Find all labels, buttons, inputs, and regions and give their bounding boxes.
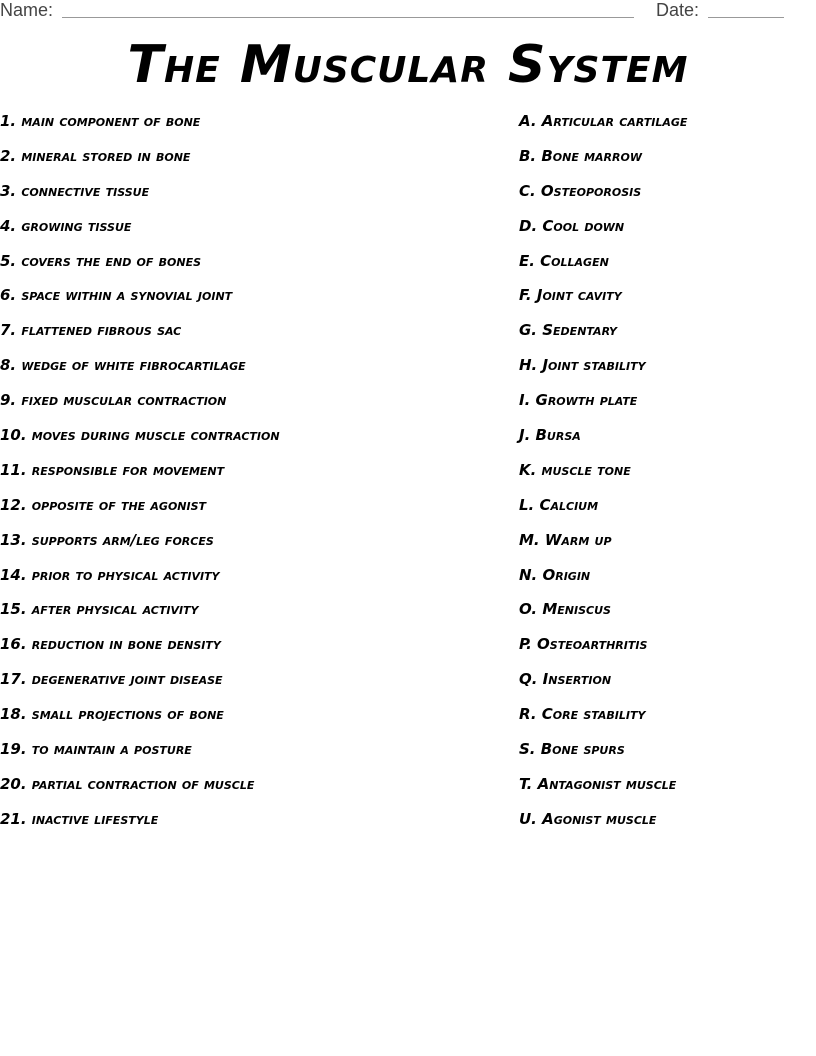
answer-item: E. Collagen [519,251,609,270]
clue-item: 4. growing tissue [0,216,132,235]
answer-item: I. Growth plate [519,391,638,410]
name-label: Name: [0,0,54,20]
clue-item: 9. fixed muscular contraction [0,391,227,410]
answer-item: N. Origin [519,565,591,584]
clue-item: 11. responsible for movement [0,460,225,479]
answer-item: T. Antagonist muscle [519,774,677,793]
clue-item: 5. covers the end of bones [0,251,202,270]
page-title: The Muscular System [127,35,689,95]
answer-item: S. Bone spurs [519,740,625,759]
clue-item: 3. connective tissue [0,181,150,200]
clue-item: 13. supports arm/leg forces [0,530,214,549]
answer-list [519,111,816,844]
clue-item: 14. prior to physical activity [0,565,220,584]
answer-item: F. Joint cavity [519,286,622,305]
clue-item: 20. partial contraction of muscle [0,774,255,793]
clue-item: 15. after physical activity [0,600,199,619]
clue-item: 12. opposite of the agonist [0,495,207,514]
clue-item: 1. main component of bone [0,112,201,130]
clue-item: 18. small projections of bone [0,705,224,724]
answer-item: U. Agonist muscle [519,809,657,828]
clue-item: 10. moves during muscle contraction [0,426,280,445]
clue-item: 21. inactive lifestyle [0,809,159,828]
answer-item: C. Osteoporosis [519,181,642,200]
answer-item: D. Cool down [519,216,625,235]
clue-item: 2. mineral stored in bone [0,146,191,165]
name-blank-line [62,17,634,18]
clue-item: 8. wedge of white fibrocartilage [0,356,246,375]
answer-item: M. Warm up [519,530,612,549]
worksheet-header [0,0,816,24]
date-label: Date: [656,0,700,20]
answer-item: K. muscle tone [519,460,631,479]
answer-item: A. Articular cartilage [519,112,688,130]
answer-item: J. Bursa [519,426,581,445]
clue-list [0,111,480,844]
answer-item: B. Bone marrow [519,146,642,165]
clue-item: 6. space within a synovial joint [0,286,233,305]
answer-item: Q. Insertion [519,670,612,689]
answer-item: R. Core stability [519,705,646,724]
answer-item: P. Osteoarthritis [519,635,648,654]
answer-item: H. Joint stability [519,356,646,375]
clue-item: 7. flattened fibrous sac [0,321,182,340]
clue-item: 17. degenerative joint disease [0,670,223,689]
answer-item: G. Sedentary [519,321,617,340]
answer-item: L. Calcium [519,495,599,514]
clue-item: 16. reduction in bone density [0,635,221,654]
answer-item: O. Meniscus [519,600,611,619]
date-blank-line [708,17,784,18]
clue-item: 19. to maintain a posture [0,740,192,759]
